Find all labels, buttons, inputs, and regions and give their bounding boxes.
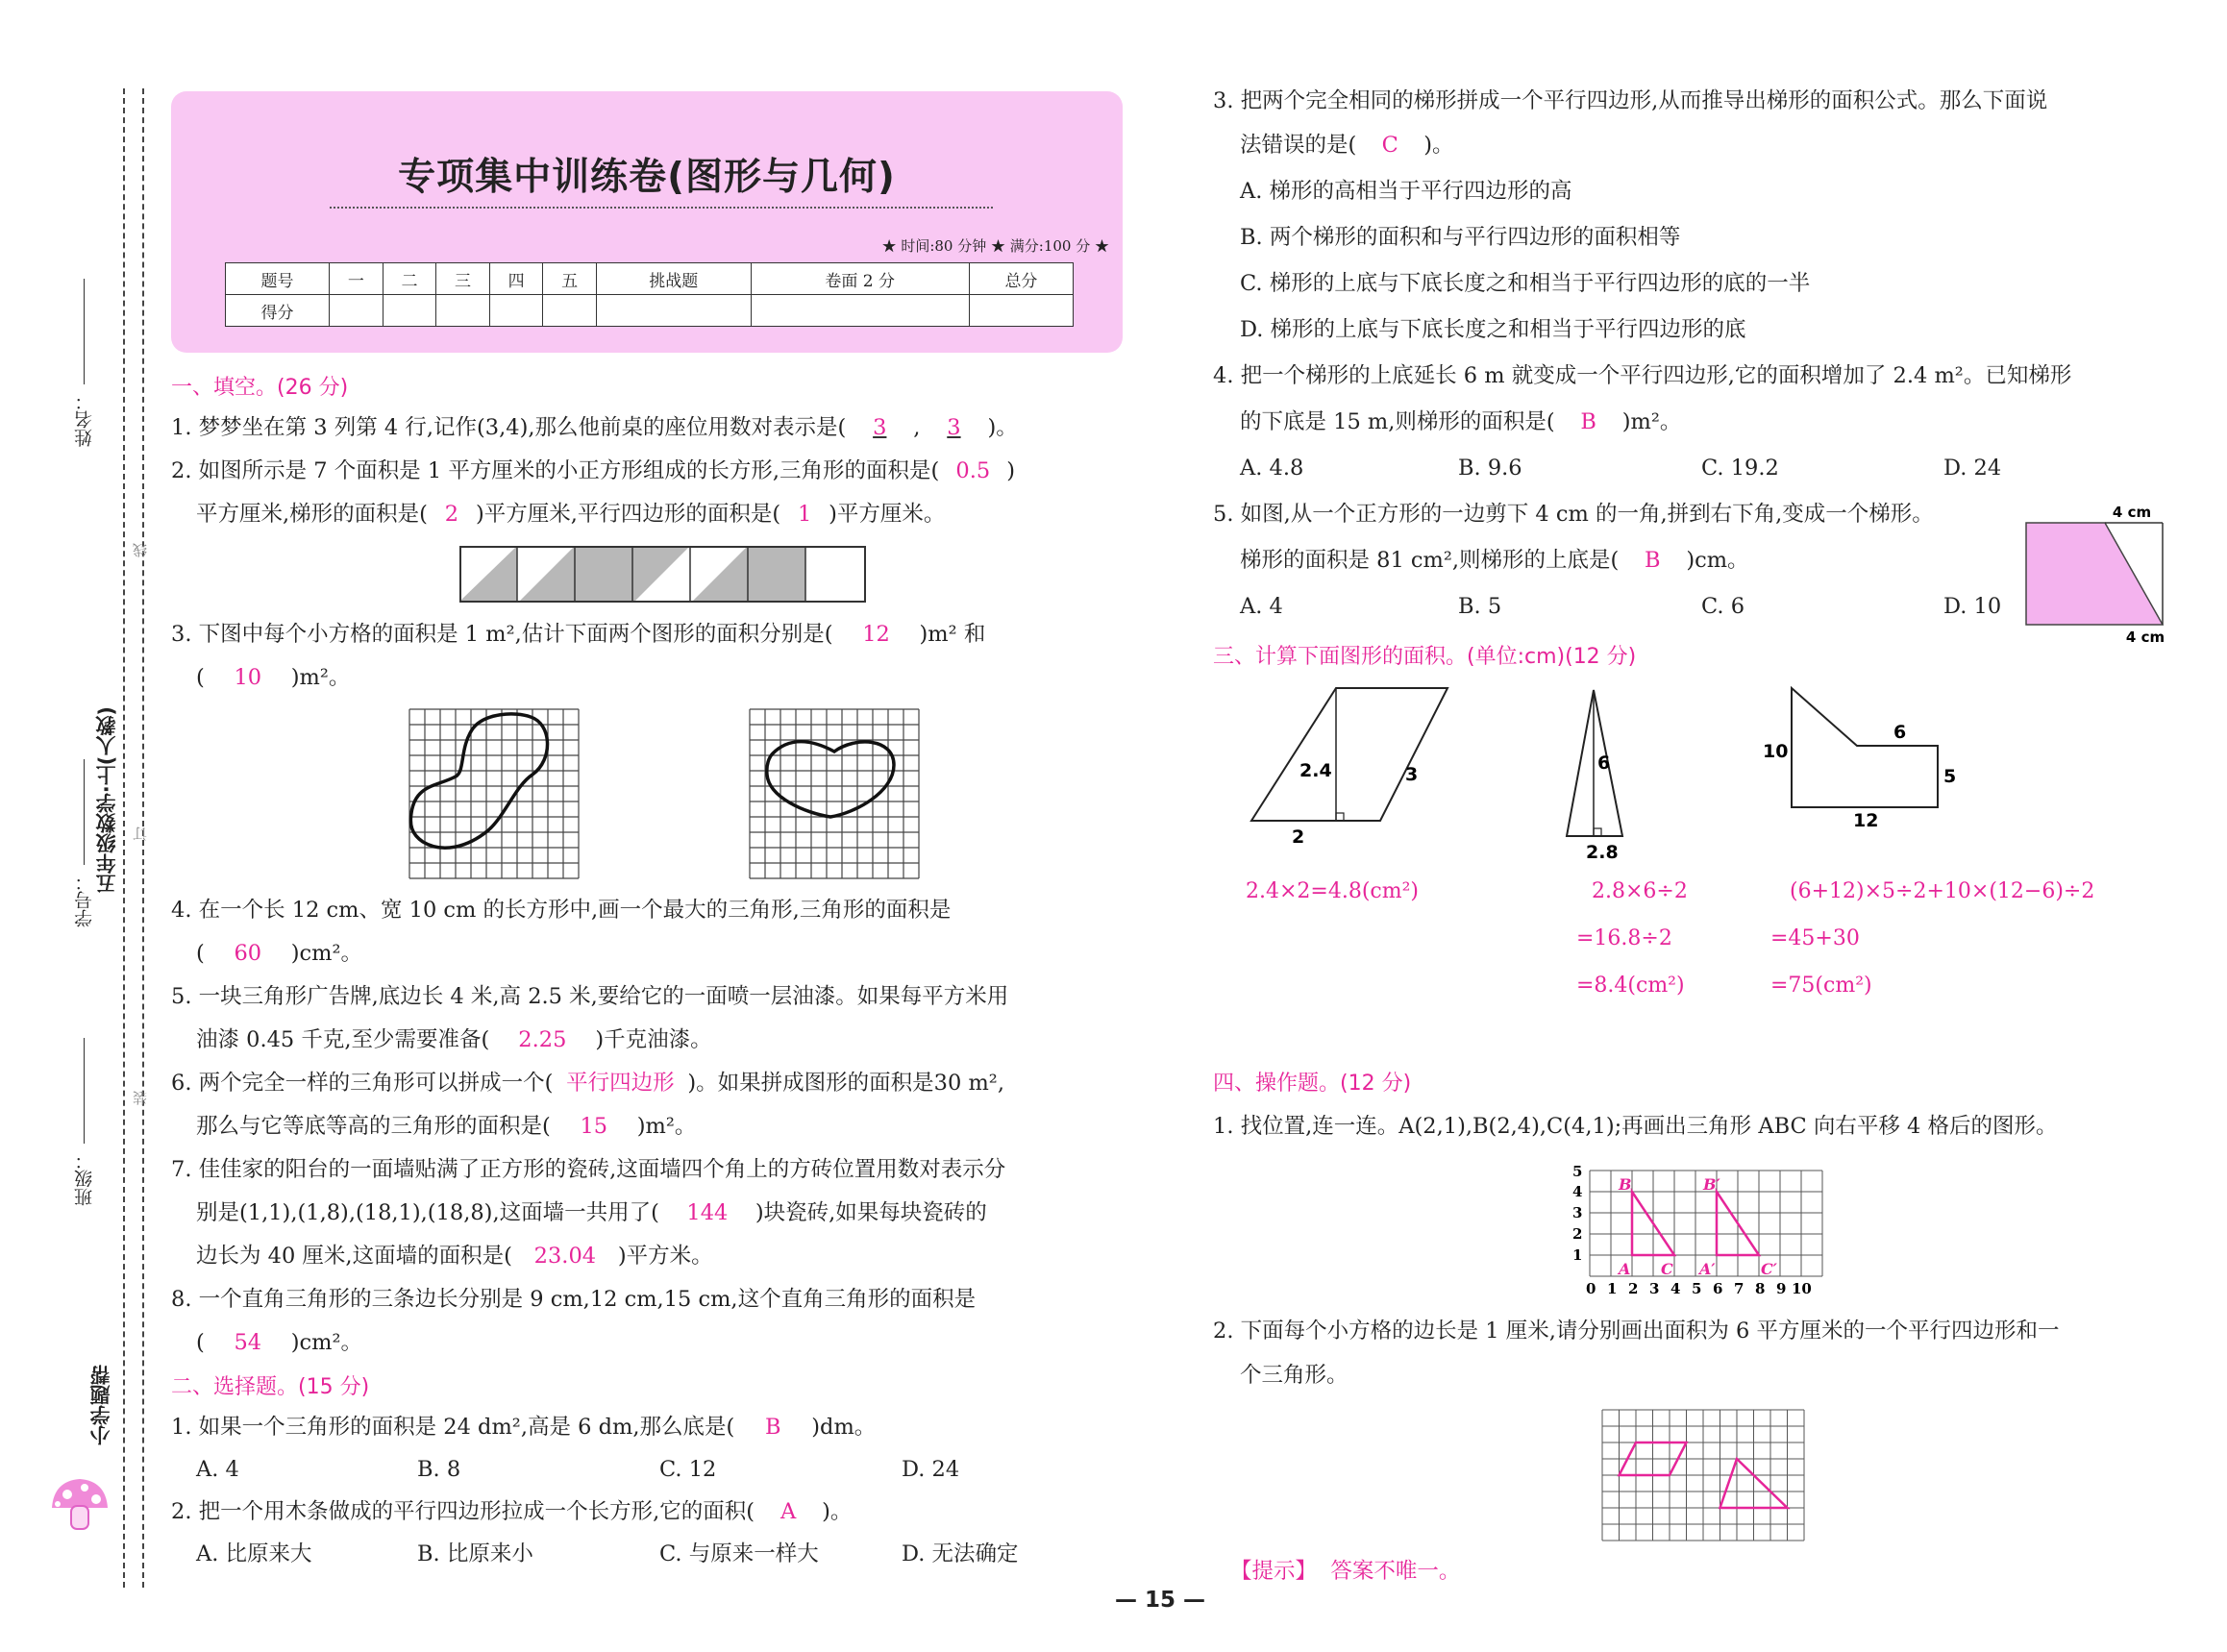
point-label-a-prime: A′ [1699, 1260, 1716, 1278]
answer: C [1381, 133, 1398, 158]
q2-2-option[interactable]: C. 与原来一样大 [659, 1541, 819, 1566]
q2-2-line: 2. 把一个用木条做成的平行四边形拉成一个长方形,它的面积( A )。 [171, 1499, 853, 1524]
answer: B [764, 1415, 781, 1440]
class-label: 班级： [71, 1038, 97, 1206]
q2-3-option[interactable]: B. 两个梯形的面积和与平行四边形的面积相等 [1240, 225, 1681, 250]
score-table-cell: 挑战题 [596, 263, 751, 295]
cut-mark-zhuang: 装 [132, 1091, 149, 1105]
x-tick: 4 [1670, 1280, 1681, 1297]
answer: 3 [873, 415, 887, 440]
page-number: — 15 — [1115, 1588, 1206, 1613]
mushroom-logo-icon [50, 1475, 110, 1533]
answer: 平行四边形 [566, 1071, 675, 1096]
cut-mark-ding: 订 [132, 826, 149, 841]
answer: 0.5 [955, 458, 991, 483]
q1-8-line2: ( 54 )cm²。 [196, 1330, 363, 1355]
score-table-cell: 五 [543, 263, 597, 295]
q2-1-option[interactable]: A. 4 [196, 1457, 239, 1482]
composite-right-label: 5 [1943, 766, 1957, 787]
answer-calc-2: =16.8÷2 [1576, 926, 1672, 950]
q1-1-line: 1. 梦梦坐在第 3 列第 4 行,记作(3,4),那么他前桌的座位用数对表示是( 3 , 3 )。 [171, 415, 1018, 440]
triangle-height-label: 6 [1597, 752, 1611, 774]
exam-meta: ★ 时间:80 分钟 ★ 满分:100 分 ★ [881, 237, 1109, 255]
book-label: 五年级数学·上(人教) [95, 706, 118, 895]
score-input-cell[interactable] [330, 295, 384, 327]
composite-left-label: 10 [1763, 741, 1789, 762]
score-input-cell[interactable] [969, 295, 1073, 327]
x-tick: 8 [1755, 1280, 1766, 1297]
section-3-title: 三、计算下面图形的面积。(单位:cm)(12 分) [1213, 645, 1637, 669]
student-id-label: 学号： [71, 759, 97, 927]
q2-4-option[interactable]: B. 9.6 [1458, 456, 1522, 481]
q2-4-option[interactable]: C. 19.2 [1701, 456, 1779, 481]
x-tick: 7 [1734, 1280, 1744, 1297]
q4-1-line: 1. 找位置,连一连。A(2,1),B(2,4),C(4,1);再画出三角形 ABC 向右平移 4 格后的图形。 [1213, 1114, 2058, 1139]
x-tick: 1 [1607, 1280, 1618, 1297]
answer-calc-2: =8.4(cm²) [1576, 974, 1685, 998]
fold-line-left [123, 88, 125, 1588]
x-tick: 3 [1649, 1280, 1660, 1297]
y-tick: 2 [1572, 1225, 1583, 1243]
point-label-c: C [1661, 1260, 1673, 1278]
page-title: 专项集中训练卷(图形与几何) [398, 156, 896, 199]
q1-4-line2: ( 60 )cm²。 [196, 941, 363, 966]
q2-5-option[interactable]: A. 4 [1240, 594, 1283, 619]
score-table-header-row [226, 263, 1074, 295]
hint-line [1230, 1557, 1460, 1586]
q2-5-option[interactable]: D. 10 [1943, 594, 2002, 619]
point-label-b: B [1619, 1175, 1632, 1194]
section-2-title: 二、选择题。(15 分) [171, 1375, 370, 1399]
score-input-cell[interactable] [543, 295, 597, 327]
x-tick: 6 [1713, 1280, 1723, 1297]
answer: 10 [234, 665, 262, 690]
answer: 15 [580, 1114, 608, 1139]
q2-5-line1: 5. 如图,从一个正方形的一边剪下 4 cm 的一角,拼到右下角,变成一个梯形。 [1213, 502, 1934, 527]
q1-6-line1: 6. 两个完全一样的三角形可以拼成一个( 平行四边形 )。如果拼成图形的面积是30 m², [171, 1071, 1004, 1096]
q2-2-option[interactable]: D. 无法确定 [902, 1541, 1019, 1566]
score-table-score-row [226, 295, 1074, 327]
q2-3-line2: 法错误的是( C )。 [1240, 133, 1454, 158]
answer: 12 [862, 622, 890, 647]
answer: 3 [947, 415, 961, 440]
parallelogram-side-label: 3 [1405, 764, 1419, 785]
name-label: 姓名： [71, 279, 97, 447]
x-tick: 2 [1628, 1280, 1639, 1297]
q1-2-line2: 平方厘米,梯形的面积是( 2 )平方厘米,平行四边形的面积是( 1 )平方厘米。 [196, 502, 946, 527]
score-input-cell[interactable] [751, 295, 969, 327]
x-tick: 9 [1776, 1280, 1787, 1297]
score-input-cell[interactable] [489, 295, 543, 327]
q2-2-option[interactable]: A. 比原来大 [196, 1541, 312, 1566]
point-label-a: A [1619, 1260, 1631, 1278]
score-input-cell[interactable] [596, 295, 751, 327]
q2-5-option[interactable]: B. 5 [1458, 594, 1502, 619]
cut-mark-xian: 线 [132, 543, 149, 557]
grid-shape-1 [409, 709, 579, 878]
triangle-figure [1565, 688, 1642, 861]
x-tick: 10 [1792, 1280, 1812, 1297]
y-tick: 3 [1572, 1204, 1583, 1221]
q2-1-option[interactable]: D. 24 [902, 1457, 960, 1482]
answer: 144 [686, 1200, 729, 1225]
answer-calc-3: =75(cm²) [1770, 974, 1872, 998]
answer-calc-1: 2.4×2=4.8(cm²) [1246, 879, 1420, 903]
x-tick: 5 [1692, 1280, 1702, 1297]
q1-2-line1: 2. 如图所示是 7 个面积是 1 平方厘米的小正方形组成的长方形,三角形的面积是( 0.5 ) [171, 458, 1016, 483]
q2-1-line: 1. 如果一个三角形的面积是 24 dm²,高是 6 dm,那么底是( B )dm。 [171, 1415, 877, 1440]
score-table-cell: 总分 [969, 263, 1073, 295]
hint-label: 【提示】 [1230, 1559, 1318, 1584]
trapezoid-figure [2018, 502, 2172, 646]
q4-2-line2: 个三角形。 [1240, 1363, 1349, 1388]
answer: A [779, 1499, 797, 1524]
answer: B [1580, 409, 1596, 434]
score-table-cell: 卷面 2 分 [751, 263, 969, 295]
score-input-cell[interactable] [436, 295, 490, 327]
parallelogram-base-label: 2 [1292, 826, 1305, 848]
section-4-title: 四、操作题。(12 分) [1213, 1072, 1412, 1096]
answer: 2.25 [518, 1027, 567, 1052]
q2-3-option[interactable]: D. 梯形的上底与下底长度之和相当于平行四边形的底 [1240, 317, 1746, 342]
q1-3-line1: 3. 下图中每个小方格的面积是 1 m²,估计下面两个图形的面积分别是( 12 )m² 和 [171, 622, 986, 647]
answer: 1 [797, 502, 812, 527]
answer: 54 [234, 1330, 262, 1355]
triangle-base-label: 2.8 [1586, 842, 1619, 863]
q2-3-line1: 3. 把两个完全相同的梯形拼成一个平行四边形,从而推导出梯形的面积公式。那么下面说 [1213, 88, 2048, 113]
q1-7-line3: 边长为 40 厘米,这面墙的面积是( 23.04 )平方米。 [196, 1244, 713, 1269]
composite-figure [1761, 684, 1957, 838]
q1-5-line2: 油漆 0.45 千克,至少需要准备( 2.25 )千克油漆。 [196, 1027, 712, 1052]
score-table-cell: 一 [330, 263, 384, 295]
score-table [225, 262, 1074, 327]
q2-3-option[interactable]: A. 梯形的高相当于平行四边形的高 [1240, 179, 1572, 204]
composite-bottom-label: 12 [1853, 810, 1879, 831]
q1-8-line1: 8. 一个直角三角形的三条边长分别是 9 cm,12 cm,15 cm,这个直角三角形的面积是 [171, 1287, 977, 1312]
q2-5-line2: 梯形的面积是 81 cm²,则梯形的上底是( B )cm。 [1240, 548, 1749, 573]
q2-1-option[interactable]: C. 12 [659, 1457, 717, 1482]
score-table-cell: 三 [436, 263, 490, 295]
trapezoid-label-bottom: 4 cm [2125, 629, 2165, 646]
parallelogram-height-label: 2.4 [1299, 760, 1332, 781]
composite-top-label: 6 [1893, 722, 1907, 743]
score-table-cell: 得分 [226, 295, 330, 327]
y-tick: 5 [1572, 1163, 1583, 1180]
y-tick: 1 [1572, 1246, 1583, 1264]
q2-4-line1: 4. 把一个梯形的上底延长 6 m 就变成一个平行四边形,它的面积增加了 2.4 m²。已知梯形 [1213, 363, 2072, 388]
drawing-grid [1600, 1408, 1808, 1542]
title-underline [330, 207, 993, 209]
q1-3-line2: ( 10 )m²。 [196, 665, 351, 690]
q1-4-line1: 4. 在一个长 12 cm、宽 10 cm 的长方形中,画一个最大的三角形,三角形的面积是 [171, 898, 952, 923]
score-table-cell: 二 [383, 263, 436, 295]
answer-calc-3: =45+30 [1770, 926, 1860, 950]
point-label-b-prime: B′ [1703, 1175, 1720, 1194]
score-table-cell: 题号 [226, 263, 330, 295]
score-table-cell: 四 [489, 263, 543, 295]
answer: 60 [234, 941, 262, 966]
q1-5-line1: 5. 一块三角形广告牌,底边长 4 米,高 2.5 米,要给它的一面喷一层油漆。如果每平方米用 [171, 984, 1009, 1009]
q2-4-option[interactable]: A. 4.8 [1240, 456, 1304, 481]
answer: 23.04 [533, 1244, 597, 1269]
score-input-cell[interactable] [383, 295, 436, 327]
answer: 2 [444, 502, 459, 527]
q2-3-option[interactable]: C. 梯形的上底与下底长度之和相当于平行四边形的底的一半 [1240, 271, 1811, 296]
trapezoid-label-top: 4 cm [2112, 504, 2152, 521]
coordinate-grid [1571, 1163, 1849, 1299]
q2-5-option[interactable]: C. 6 [1701, 594, 1745, 619]
grid-shape-2 [750, 709, 919, 878]
x-tick: 0 [1586, 1280, 1596, 1297]
answer-calc-2: 2.8×6÷2 [1592, 879, 1688, 903]
point-label-c-prime: C′ [1761, 1260, 1777, 1278]
answer-calc-3: (6+12)×5÷2+10×(12−6)÷2 [1790, 879, 2095, 903]
q2-2-option[interactable]: B. 比原来小 [417, 1541, 533, 1566]
answer: B [1645, 548, 1661, 573]
q2-4-line2: 的下底是 15 m,则梯形的面积是( B )m²。 [1240, 409, 1682, 434]
q2-1-option[interactable]: B. 8 [417, 1457, 461, 1482]
q4-2-line1: 2. 下面每个小方格的边长是 1 厘米,请分别画出面积为 6 平方厘米的一个平行四边形和一 [1213, 1319, 2060, 1344]
parallelogram-figure [1250, 684, 1461, 848]
q1-7-line1: 7. 佳佳家的阳台的一面墙贴满了正方形的瓷砖,这面墙四个角上的方砖位置用数对表示分 [171, 1157, 1006, 1182]
hint-text: 答案不唯一。 [1330, 1559, 1461, 1584]
exam-header [171, 91, 1123, 353]
q1-6-line2: 那么与它等底等高的三角形的面积是( 15 )m²。 [196, 1114, 697, 1139]
section-1-title: 一、填空。(26 分) [171, 376, 349, 400]
q2-4-option[interactable]: D. 24 [1943, 456, 2002, 481]
q1-7-line2: 别是(1,1),(1,8),(18,1),(18,8),这面墙一共用了( 144 )块瓷砖,如果每块瓷砖的 [196, 1200, 987, 1225]
brand-label: 小学题帮 [89, 1365, 112, 1445]
y-tick: 4 [1572, 1183, 1583, 1200]
strip-figure [459, 546, 868, 604]
